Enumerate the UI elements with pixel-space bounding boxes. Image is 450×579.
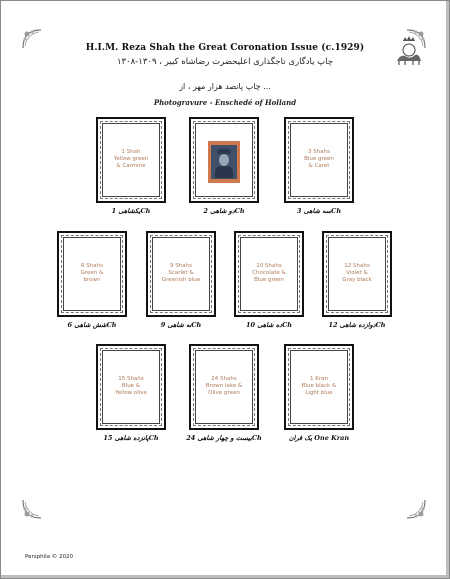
stamp-caption: بیست و چهار شاهی 24Ch bbox=[186, 434, 262, 442]
stamp-slot-1ch[interactable] bbox=[96, 117, 166, 203]
stamp-slot-10ch[interactable] bbox=[234, 231, 304, 317]
stamp-caption: یک قران One Kran bbox=[288, 434, 350, 442]
stamp-description: 10 Shahs Chocolate & Blue green bbox=[252, 263, 286, 283]
stamp-slot-12ch[interactable] bbox=[322, 231, 392, 317]
persian-subtitle: ۱۳۰۸-۱۳۰۹ ، چاپ یادگاری تاجگذاری اعلیحضرت رضاشاه کبیر bbox=[116, 57, 334, 67]
printing-method: Photogravure - Enschedé of Holland bbox=[153, 98, 297, 107]
stamp-description: 12 Shahs Violet & Gray black bbox=[342, 263, 372, 283]
stamp-description: 1 Shah Yellow green & Carmine bbox=[113, 149, 149, 169]
stamp-caption: ده شاهی 10Ch bbox=[245, 321, 293, 329]
stamp-slot-24ch[interactable] bbox=[189, 344, 259, 430]
stamp-caption: شش شاهی 6Ch bbox=[67, 321, 117, 329]
floral-ornament-icon bbox=[21, 498, 43, 520]
stamp-slot-15ch[interactable] bbox=[96, 344, 166, 430]
page-title: H.I.M. Reza Shah the Great Coronation Issue (c.1929) bbox=[85, 43, 365, 53]
stamp-description: 1 Kran Blue black & Light blue bbox=[301, 376, 337, 396]
stamp-image bbox=[208, 141, 240, 183]
stamp-caption: یکشاهی 1Ch bbox=[111, 207, 151, 215]
stamp-caption: سه شاهی 3Ch bbox=[296, 207, 342, 215]
stamp-slot-6ch[interactable] bbox=[57, 231, 127, 317]
stamp-caption: نه شاهی 9Ch bbox=[160, 321, 202, 329]
stamp-slot-2ch[interactable] bbox=[189, 117, 259, 203]
stamp-caption: دو شاهی 2Ch bbox=[203, 207, 245, 215]
persian-printing-note: چاپ پانصد هزار مهر ، از ... bbox=[179, 82, 271, 91]
stamp-description: 9 Shahs Scarlet & Greenish blue bbox=[161, 263, 201, 283]
stamp-description: 15 Shahs Blue & Yellow olive bbox=[115, 376, 147, 396]
stamp-slot-9ch[interactable] bbox=[146, 231, 216, 317]
stamp-description: 6 Shahs Green & brown bbox=[80, 263, 104, 283]
stamp-slot-1kran[interactable] bbox=[284, 344, 354, 430]
stamp-caption: پانزده شاهی 15Ch bbox=[103, 434, 159, 442]
stamp-description: 3 Shahs Blue green & Caret bbox=[304, 149, 334, 169]
stamp-slot-3ch[interactable] bbox=[284, 117, 354, 203]
stamp-caption: دوازده شاهی 12Ch bbox=[328, 321, 386, 329]
floral-ornament-icon bbox=[405, 498, 427, 520]
copyright-footer: Persphila © 2020 bbox=[25, 554, 74, 560]
stamp-description: 24 Shahs Brown lake & Olive green bbox=[205, 376, 243, 396]
